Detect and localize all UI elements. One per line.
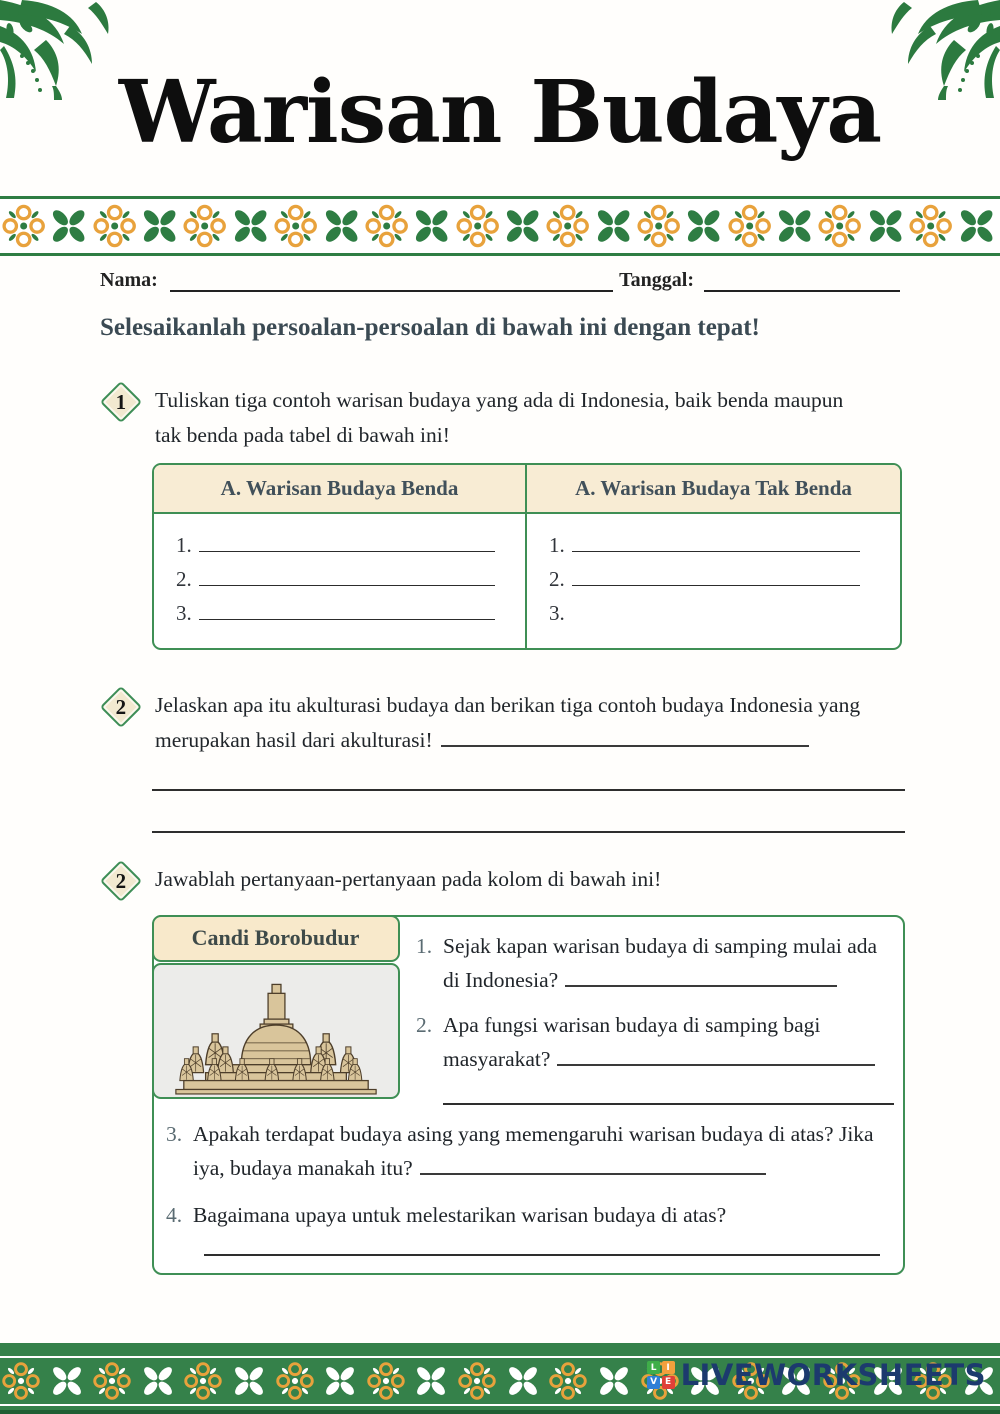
table-row: 2. [176,567,525,592]
batik-clover-motif [772,203,817,249]
liveworksheets-wordmark: LIVEWORKSHEETS [680,1358,986,1392]
sub-questions-right-column [416,929,894,1105]
batik-rings-motif [457,1361,497,1401]
batik-rings-motif [455,203,500,249]
batik-clover-motif [594,1361,634,1401]
question-1 [100,383,912,453]
worksheet-instruction: Selesaikanlah persoalan-persoalan di bawah ini dengan tepat! [100,314,760,341]
batik-border-top [0,196,1000,256]
answer-line[interactable] [199,616,495,620]
answer-line[interactable] [199,582,495,586]
batik-rings-motif [1,203,46,249]
table-row: 3. [549,601,565,625]
batik-rings-motif [92,1361,132,1401]
batik-clover-motif [500,203,545,249]
batik-clover-motif [138,1361,178,1401]
liveworksheets-grid-icon: L I V E [647,1361,675,1389]
question-3-badge: 2 [100,860,142,902]
batik-rings-motif [273,203,318,249]
batik-rings-motif [1,1361,41,1401]
batik-clover-motif [46,203,91,249]
batik-rings-motif [727,203,772,249]
answer-line[interactable] [420,1171,766,1175]
batik-rings-motif [908,203,953,249]
answer-line[interactable] [565,983,837,987]
footer [0,1343,1000,1414]
table-row: 1. [176,533,525,558]
sub-question-4: 4. Bagaimana upaya untuk melestarikan warisan budaya di atas? [166,1202,727,1227]
batik-rings-motif [183,1361,223,1401]
name-label: Nama: [100,269,158,291]
answer-line[interactable] [572,548,860,552]
sub-question-2: 2. Apa fungsi warisan budaya di samping bagi masyarakat? [416,1008,894,1077]
batik-clover-motif [503,1361,543,1401]
batik-clover-motif [320,1361,360,1401]
batik-clover-motif [228,203,273,249]
batik-clover-motif [409,203,454,249]
question-2-text: Jelaskan apa itu akulturasi budaya dan berikan tiga contoh budaya Indonesia yang merupakan hasil dari akulturasi! [155,693,861,752]
batik-rings-motif [364,203,409,249]
answer-line[interactable] [572,582,860,586]
sub-questions-bottom [166,1117,896,1256]
answer-line[interactable] [152,789,905,791]
batik-clover-motif [411,1361,451,1401]
liveworksheets-logo[interactable] [647,1358,986,1392]
date-label: Tanggal: [619,269,694,291]
table-column-benda [154,514,527,648]
image-card-title: Candi Borobudur [152,915,400,962]
answer-line[interactable] [152,831,905,833]
question-1-badge: 1 [100,381,142,423]
question-1-text: Tuliskan tiga contoh warisan budaya yang ada di Indonesia, baik benda maupun tak benda pada tabel di bawah ini! [155,388,844,447]
batik-clover-motif [47,1361,87,1401]
answer-line[interactable] [199,548,495,552]
batik-clover-motif [137,203,182,249]
question-3 [100,862,912,897]
batik-rings-motif [275,1361,315,1401]
batik-rings-motif [92,203,137,249]
page-title: Warisan Budaya [118,62,882,163]
batik-rings-motif [366,1361,406,1401]
heritage-table [152,463,902,650]
borobudur-illustration [152,963,400,1099]
batik-clover-motif [863,203,908,249]
table-column-tak-benda [527,514,900,648]
answer-line[interactable] [441,743,809,747]
sub-question-1: 1. Sejak kapan warisan budaya di samping mulai ada di Indonesia? [416,934,878,993]
table-row: 3. [176,601,525,626]
question-2 [100,688,912,758]
table-header-benda: A. Warisan Budaya Benda [154,465,527,514]
question-3-text: Jawablah pertanyaan-pertanyaan pada kolom di bawah ini! [155,867,662,891]
batik-rings-motif [636,203,681,249]
question-2-badge: 2 [100,686,142,728]
batik-rings-motif [182,203,227,249]
date-input-line[interactable] [704,268,900,292]
image-card [152,915,400,1099]
answer-line[interactable] [557,1062,875,1066]
footer-edge [0,1410,1000,1414]
meta-row [100,268,900,292]
question-box [152,915,905,1275]
batik-clover-motif [681,203,726,249]
batik-rings-motif [817,203,862,249]
batik-rings-motif [548,1361,588,1401]
sub-question-3: 3. Apakah terdapat budaya asing yang memengaruhi warisan budaya di atas? Jika iya, budaya manakah itu? [166,1122,874,1181]
answer-line[interactable] [443,1103,894,1105]
batik-clover-motif [319,203,364,249]
table-row: 2. [549,567,900,592]
batik-clover-motif [591,203,636,249]
name-input-line[interactable] [170,268,613,292]
batik-clover-motif [954,203,999,249]
batik-rings-motif [545,203,590,249]
table-header-tak-benda: A. Warisan Budaya Tak Benda [527,465,900,514]
table-row: 1. [549,533,900,558]
answer-line[interactable] [204,1254,880,1256]
batik-clover-motif [229,1361,269,1401]
